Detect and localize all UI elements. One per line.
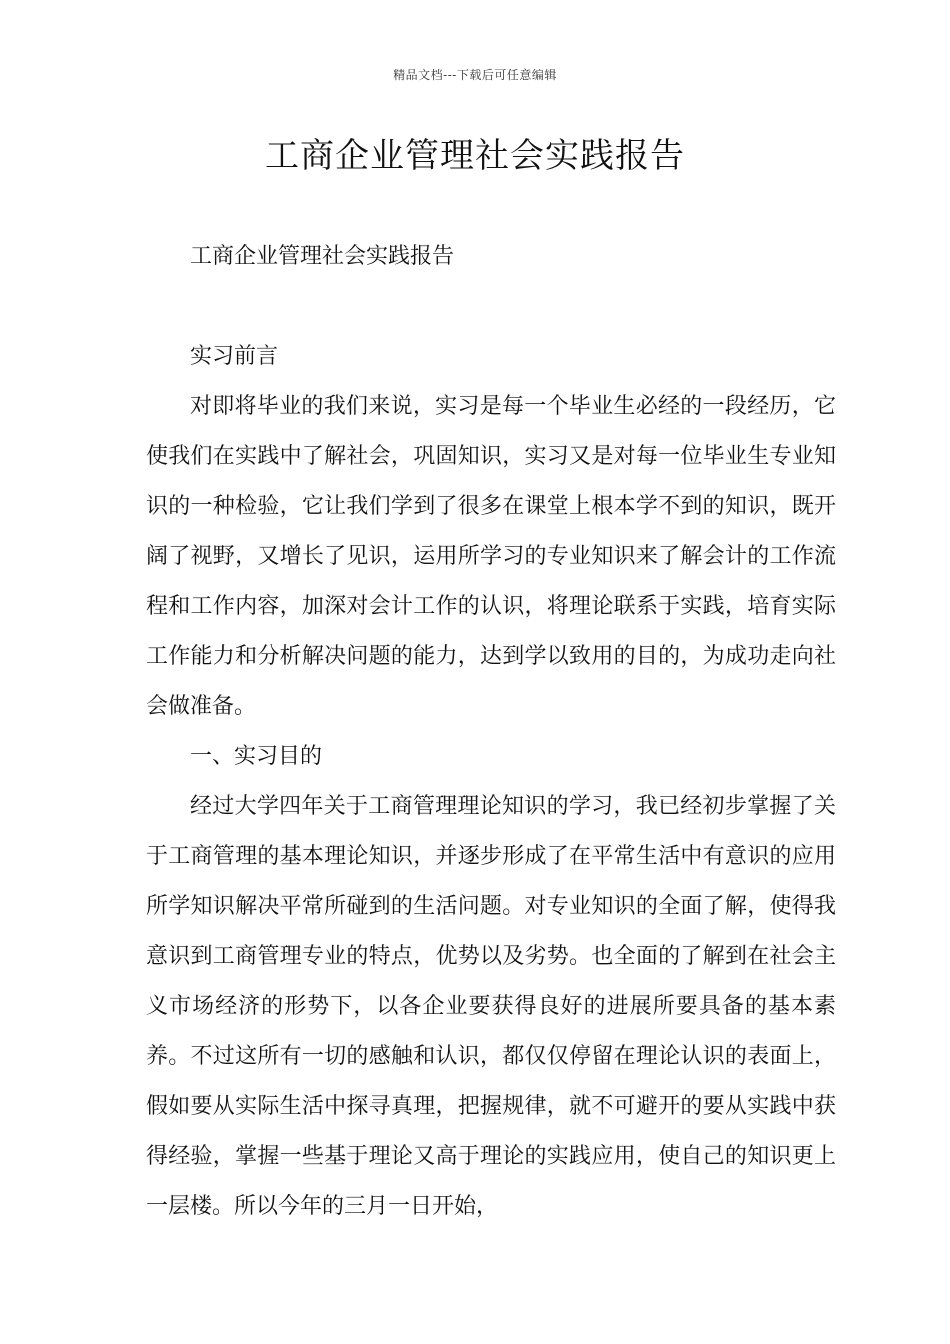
- section-heading-purpose: 一、实习目的: [190, 744, 323, 769]
- header-note: 精品文档---下载后可任意编辑: [393, 68, 557, 82]
- paragraph-purpose: 经过大学四年关于工商管理理论知识的学习，我已经初步掌握了关于工商管理的基本理论知识，并逐步形成了在平常生活中有意识的应用所学知识解决平常所碰到的生活问题。对专业知识的全面了解，使得我意识到工商管理专业的特点，优势以及劣势。也全面的了解到在社会主义市场经济的形势下，以各企业要获得良好的进展所要具备的基本素养。不过这所有一切的感触和认识，都仅仅停留在理论认识的表面上，假如要从实际生活中探寻真理，把握规律，就不可避开的要从实践中获得经验，掌握一些基于理论又高于理论的实践应用，使自己的知识更上一层楼。所以今年的三月一日开始，: [146, 794, 836, 1219]
- document-body: [146, 232, 836, 1232]
- section-heading-preface: 实习前言: [190, 344, 279, 369]
- paragraph-preface: 对即将毕业的我们来说，实习是每一个毕业生必经的一段经历，它使我们在实践中了解社会，巩固知识，实习又是对每一位毕业生专业知识的一种检验，它让我们学到了很多在课堂上根本学不到的知识，既开阔了视野，又增长了见识，运用所学习的专业知识来了解会计的工作流程和工作内容，加深对会计工作的认识，将理论联系于实践，培育实际工作能力和分析解决问题的能力，达到学以致用的目的，为成功走向社会做准备。: [146, 394, 836, 719]
- document-title: 工商企业管理社会实践报告: [265, 136, 685, 176]
- subtitle-paragraph: 工商企业管理社会实践报告: [190, 244, 455, 269]
